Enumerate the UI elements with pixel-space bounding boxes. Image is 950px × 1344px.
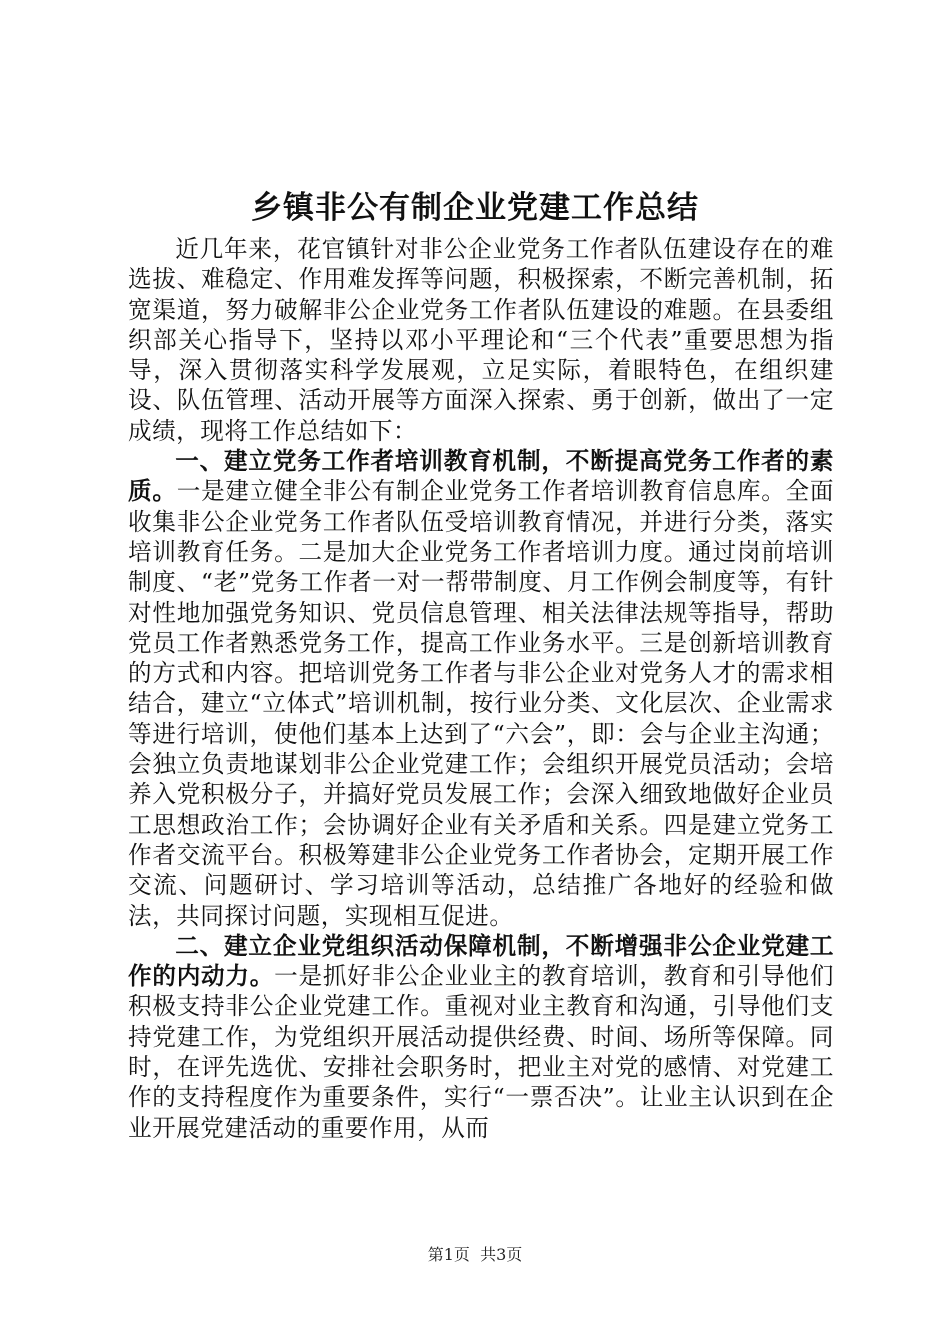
document-title: 乡镇非公有制企业党建工作总结 bbox=[251, 190, 699, 226]
section-heading: 一、建立党务工作者培训教育机制，不断提高党务工作者的素质。 bbox=[128, 447, 834, 506]
paragraph-text: 近几年来，花官镇针对非公企业党务工作者队伍建设存在的难选拔、难稳定、作用难发挥等问题，积极探索，不断完善机制，拓宽渠道，努力破解非公企业党务工作者队伍建设的难题。在县委组织部关心指导下，坚持以邓小平理论和“三个代表”重要思想为指导，深入贯彻落实科学发展观，立足实际，着眼特色，在组织建设、队伍管理、活动开展等方面深入探索、勇于创新，做出了一定成绩，现将工作总结如下： bbox=[128, 235, 834, 445]
paragraph-section-2 bbox=[128, 931, 834, 1143]
paragraph-text: 一是抓好非公企业业主的教育培训，教育和引导他们积极支持非公企业党建工作。重视对业主教育和沟通，引导他们支持党建工作，为党组织开展活动提供经费、时间、场所等保障。同时，在评先选优、安排社会职务时，把业主对党的感情、对党建工作的支持程度作为重要条件，实行“一票否决”。让业主认识到在企业开展党建活动的重要作用，从而 bbox=[128, 962, 835, 1142]
page-number-label: 第1页 共3页 bbox=[427, 1245, 523, 1264]
paragraph-text: 一是建立健全非公有制企业党务工作者培训教育信息库。全面收集非公企业党务工作者队伍受培训教育情况，并进行分类，落实培训教育任务。二是加大企业党务工作者培训力度。通过岗前培训制度、“老”党务工作者一对一帮带制度、月工作例会制度等，有针对性地加强党务知识、党员信息管理、相关法律法规等指导，帮助党员工作者熟悉党务工作，提高工作业务水平。三是创新培训教育的方式和内容。把培训党务工作者与非公企业对党务人才的需求相结合，建立“立体式”培训机制，按行业分类、文化层次、企业需求等进行培训，使他们基本上达到了“六会”，即：会与企业主沟通；会独立负责地谋划非公企业党建工作；会组织开展党员活动；会培养入党积极分子，并搞好党员发展工作；会深入细致地做好企业员工思想政治工作；会协调好企业有关矛盾和关系。四是建立党务工作者交流平台。积极筹建非公企业党务工作者协会，定期开展工作交流、问题研讨、学习培训等活动，总结推广各地好的经验和做法，共同探讨问题，实现相互促进。 bbox=[128, 477, 835, 930]
section-heading: 二、建立企业党组织活动保障机制，不断增强非公企业党建工作的内动力。 bbox=[128, 931, 834, 991]
page-footer bbox=[0, 1244, 950, 1266]
paragraph-section-1 bbox=[128, 446, 834, 931]
paragraph-intro bbox=[128, 234, 834, 446]
document-body bbox=[128, 234, 834, 1143]
